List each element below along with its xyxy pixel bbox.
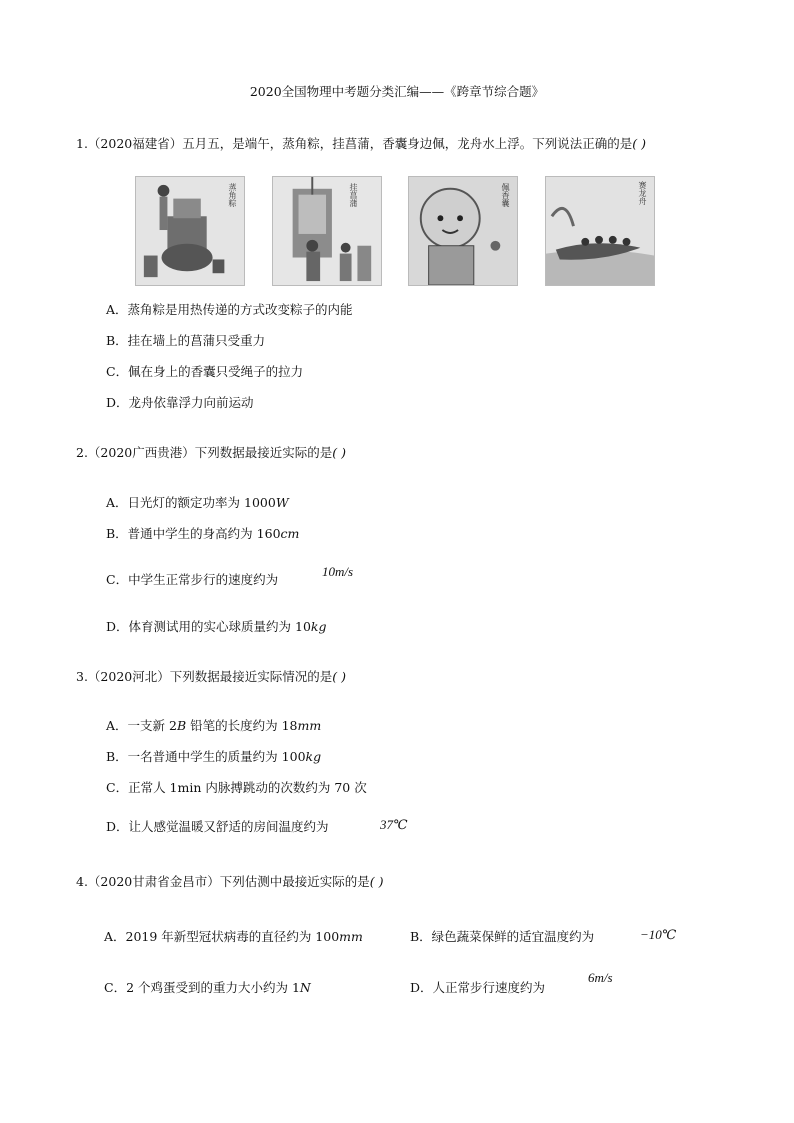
illustration-xiangnang — [408, 176, 518, 286]
question-1-text: 1.（2020福建省）五月五，是端午，蒸角粽，挂菖蒲，香囊身边佩，龙舟水上浮。下列说法正确的是 — [76, 136, 633, 151]
q2-option-b-unit: cm — [280, 526, 300, 541]
q2-option-c: C．中学生正常步行的速度约为 — [106, 572, 279, 587]
q4-option-b: B．绿色蔬菜保鲜的适宜温度约为 — [410, 929, 595, 944]
q3-option-a — [106, 716, 321, 734]
q4-option-a-unit: mm — [339, 929, 363, 944]
q3-option-c: C．正常人 1min 内脉搏跳动的次数约为 70 次 — [106, 780, 367, 795]
caption-changpu: 挂菖蒲 — [349, 183, 358, 207]
q3-option-a-unit2: mm — [297, 718, 322, 733]
q2-option-b-text: B．普通中学生的身高约为 160 — [106, 526, 281, 541]
q1-option-a: A．蒸角粽是用热传递的方式改变粽子的内能 — [106, 302, 353, 317]
question-2-stem — [76, 443, 346, 461]
q3-option-d-value: 37℃ — [380, 817, 408, 832]
q3-option-a-tail: 铅笔的长度约为 18 — [186, 718, 298, 733]
illustration-changpu — [272, 176, 382, 286]
illustration-zongzi — [135, 176, 245, 286]
caption-zongzi: 蒸角粽 — [228, 183, 237, 207]
answer-blank: ( ) — [369, 874, 384, 889]
illustration-longzhou — [545, 176, 655, 286]
question-4-text: 4.（2020甘肃省金昌市）下列估测中最接近实际的是 — [76, 874, 370, 889]
q2-option-b — [106, 524, 299, 542]
caption-longzhou: 赛龙舟 — [638, 181, 647, 205]
q3-option-d: D．让人感觉温暖又舒适的房间温度约为 — [106, 819, 329, 834]
q3-option-a-text: A．一支新 2 — [106, 718, 177, 733]
question-4-stem — [76, 872, 383, 890]
q2-option-a-unit: W — [275, 495, 289, 510]
question-3-stem — [76, 667, 346, 685]
answer-blank: ( ) — [632, 136, 646, 151]
q2-option-d-unit: kg — [310, 619, 327, 634]
caption-xiangnang: 佩香囊 — [501, 183, 510, 207]
q2-option-a — [106, 493, 289, 511]
q2-option-a-text: A．日光灯的额定功率为 1000 — [106, 495, 276, 510]
q4-option-d: D．人正常步行速度约为 — [410, 980, 546, 995]
q3-option-b-unit: kg — [305, 749, 322, 764]
q2-option-d-text: D．体育测试用的实心球质量约为 10 — [106, 619, 311, 634]
q2-option-c-value: 10m/s — [322, 564, 354, 579]
q4-option-c — [104, 978, 311, 996]
q1-option-d: D．龙舟依靠浮力向前运动 — [106, 395, 254, 410]
answer-blank: ( ) — [332, 445, 346, 460]
q3-option-b-text: B．一名普通中学生的质量约为 100 — [106, 749, 306, 764]
question-2-text: 2.（2020广西贵港）下列数据最接近实际的是 — [76, 445, 333, 460]
q1-option-b: B．挂在墙上的菖蒲只受重力 — [106, 333, 266, 348]
answer-blank: ( ) — [332, 669, 346, 684]
q2-option-d — [106, 617, 326, 635]
page-title: 2020全国物理中考题分类汇编——《跨章节综合题》 — [249, 84, 545, 99]
question-1-stem — [76, 134, 646, 152]
q3-option-b — [106, 747, 321, 765]
q4-option-d-value: 6m/s — [588, 970, 613, 985]
q4-option-c-text: C．2 个鸡蛋受到的重力大小约为 1 — [104, 980, 300, 995]
q4-option-b-value: −10℃ — [640, 927, 677, 942]
question-3-text: 3.（2020河北）下列数据最接近实际情况的是 — [76, 669, 333, 684]
q4-option-a — [104, 927, 363, 945]
q4-option-c-unit: N — [299, 980, 311, 995]
q4-option-a-text: A．2019 年新型冠状病毒的直径约为 100 — [104, 929, 340, 944]
q1-option-c: C．佩在身上的香囊只受绳子的拉力 — [106, 364, 304, 379]
q3-option-a-unit: B — [176, 718, 187, 733]
